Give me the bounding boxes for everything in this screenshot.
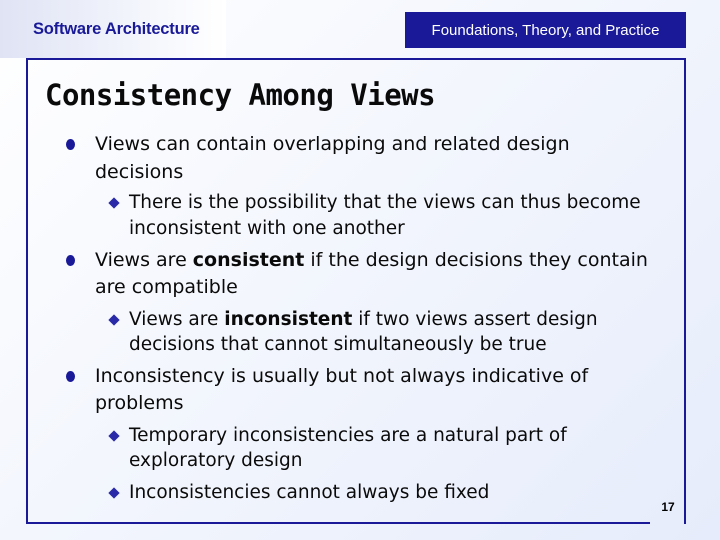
bullet-1-sub-1-line-2: inconsistent with one another — [129, 218, 405, 239]
bullet-1-line-1: Views can contain overlapping and related design — [95, 133, 570, 155]
diamond-bullet-icon — [108, 430, 119, 441]
book-subtitle: Foundations, Theory, and Practice — [431, 21, 660, 39]
bullet-2-text-post: if the design decisions they contain — [304, 249, 648, 271]
bullet-2-sub-term-inconsistent: inconsistent — [224, 309, 353, 330]
bullet-3-line-1: Inconsistency is usually but not always indicative of — [95, 365, 589, 387]
bullet-2-sub-text-pre: Views are — [129, 309, 225, 330]
bullet-2-term-consistent: consistent — [192, 249, 305, 271]
circle-bullet-icon — [66, 255, 75, 266]
circle-bullet-icon — [66, 371, 75, 382]
bullet-1-line-2: decisions — [95, 161, 184, 183]
bullet-3-sub-1-line-1: Temporary inconsistencies are a natural part of — [129, 425, 567, 446]
slide-title: Consistency Among Views — [45, 78, 436, 112]
page-number: 17 — [661, 500, 675, 514]
bullet-2-sub-text-post: if two views assert design — [352, 309, 598, 330]
circle-bullet-icon — [66, 139, 75, 150]
bullet-2-line-1 — [95, 246, 648, 274]
bullet-2-text-pre: Views are — [95, 249, 193, 271]
bullet-2-sub-1-line-1 — [129, 306, 598, 334]
diamond-bullet-icon — [108, 197, 119, 208]
bullet-3-sub-1-line-2: exploratory design — [129, 450, 303, 471]
diamond-bullet-icon — [108, 314, 119, 325]
bullet-3-line-2: problems — [95, 392, 184, 414]
course-title: Software Architecture — [33, 20, 200, 38]
bullet-2-sub-1-line-2: decisions that cannot simultaneously be true — [129, 334, 547, 355]
bullet-1-sub-1-line-1: There is the possibility that the views can thus become — [129, 192, 641, 213]
bullet-3-sub-2-line-1: Inconsistencies cannot always be fixed — [129, 482, 490, 503]
diamond-bullet-icon — [108, 487, 119, 498]
bullet-2-line-2: are compatible — [95, 276, 238, 298]
